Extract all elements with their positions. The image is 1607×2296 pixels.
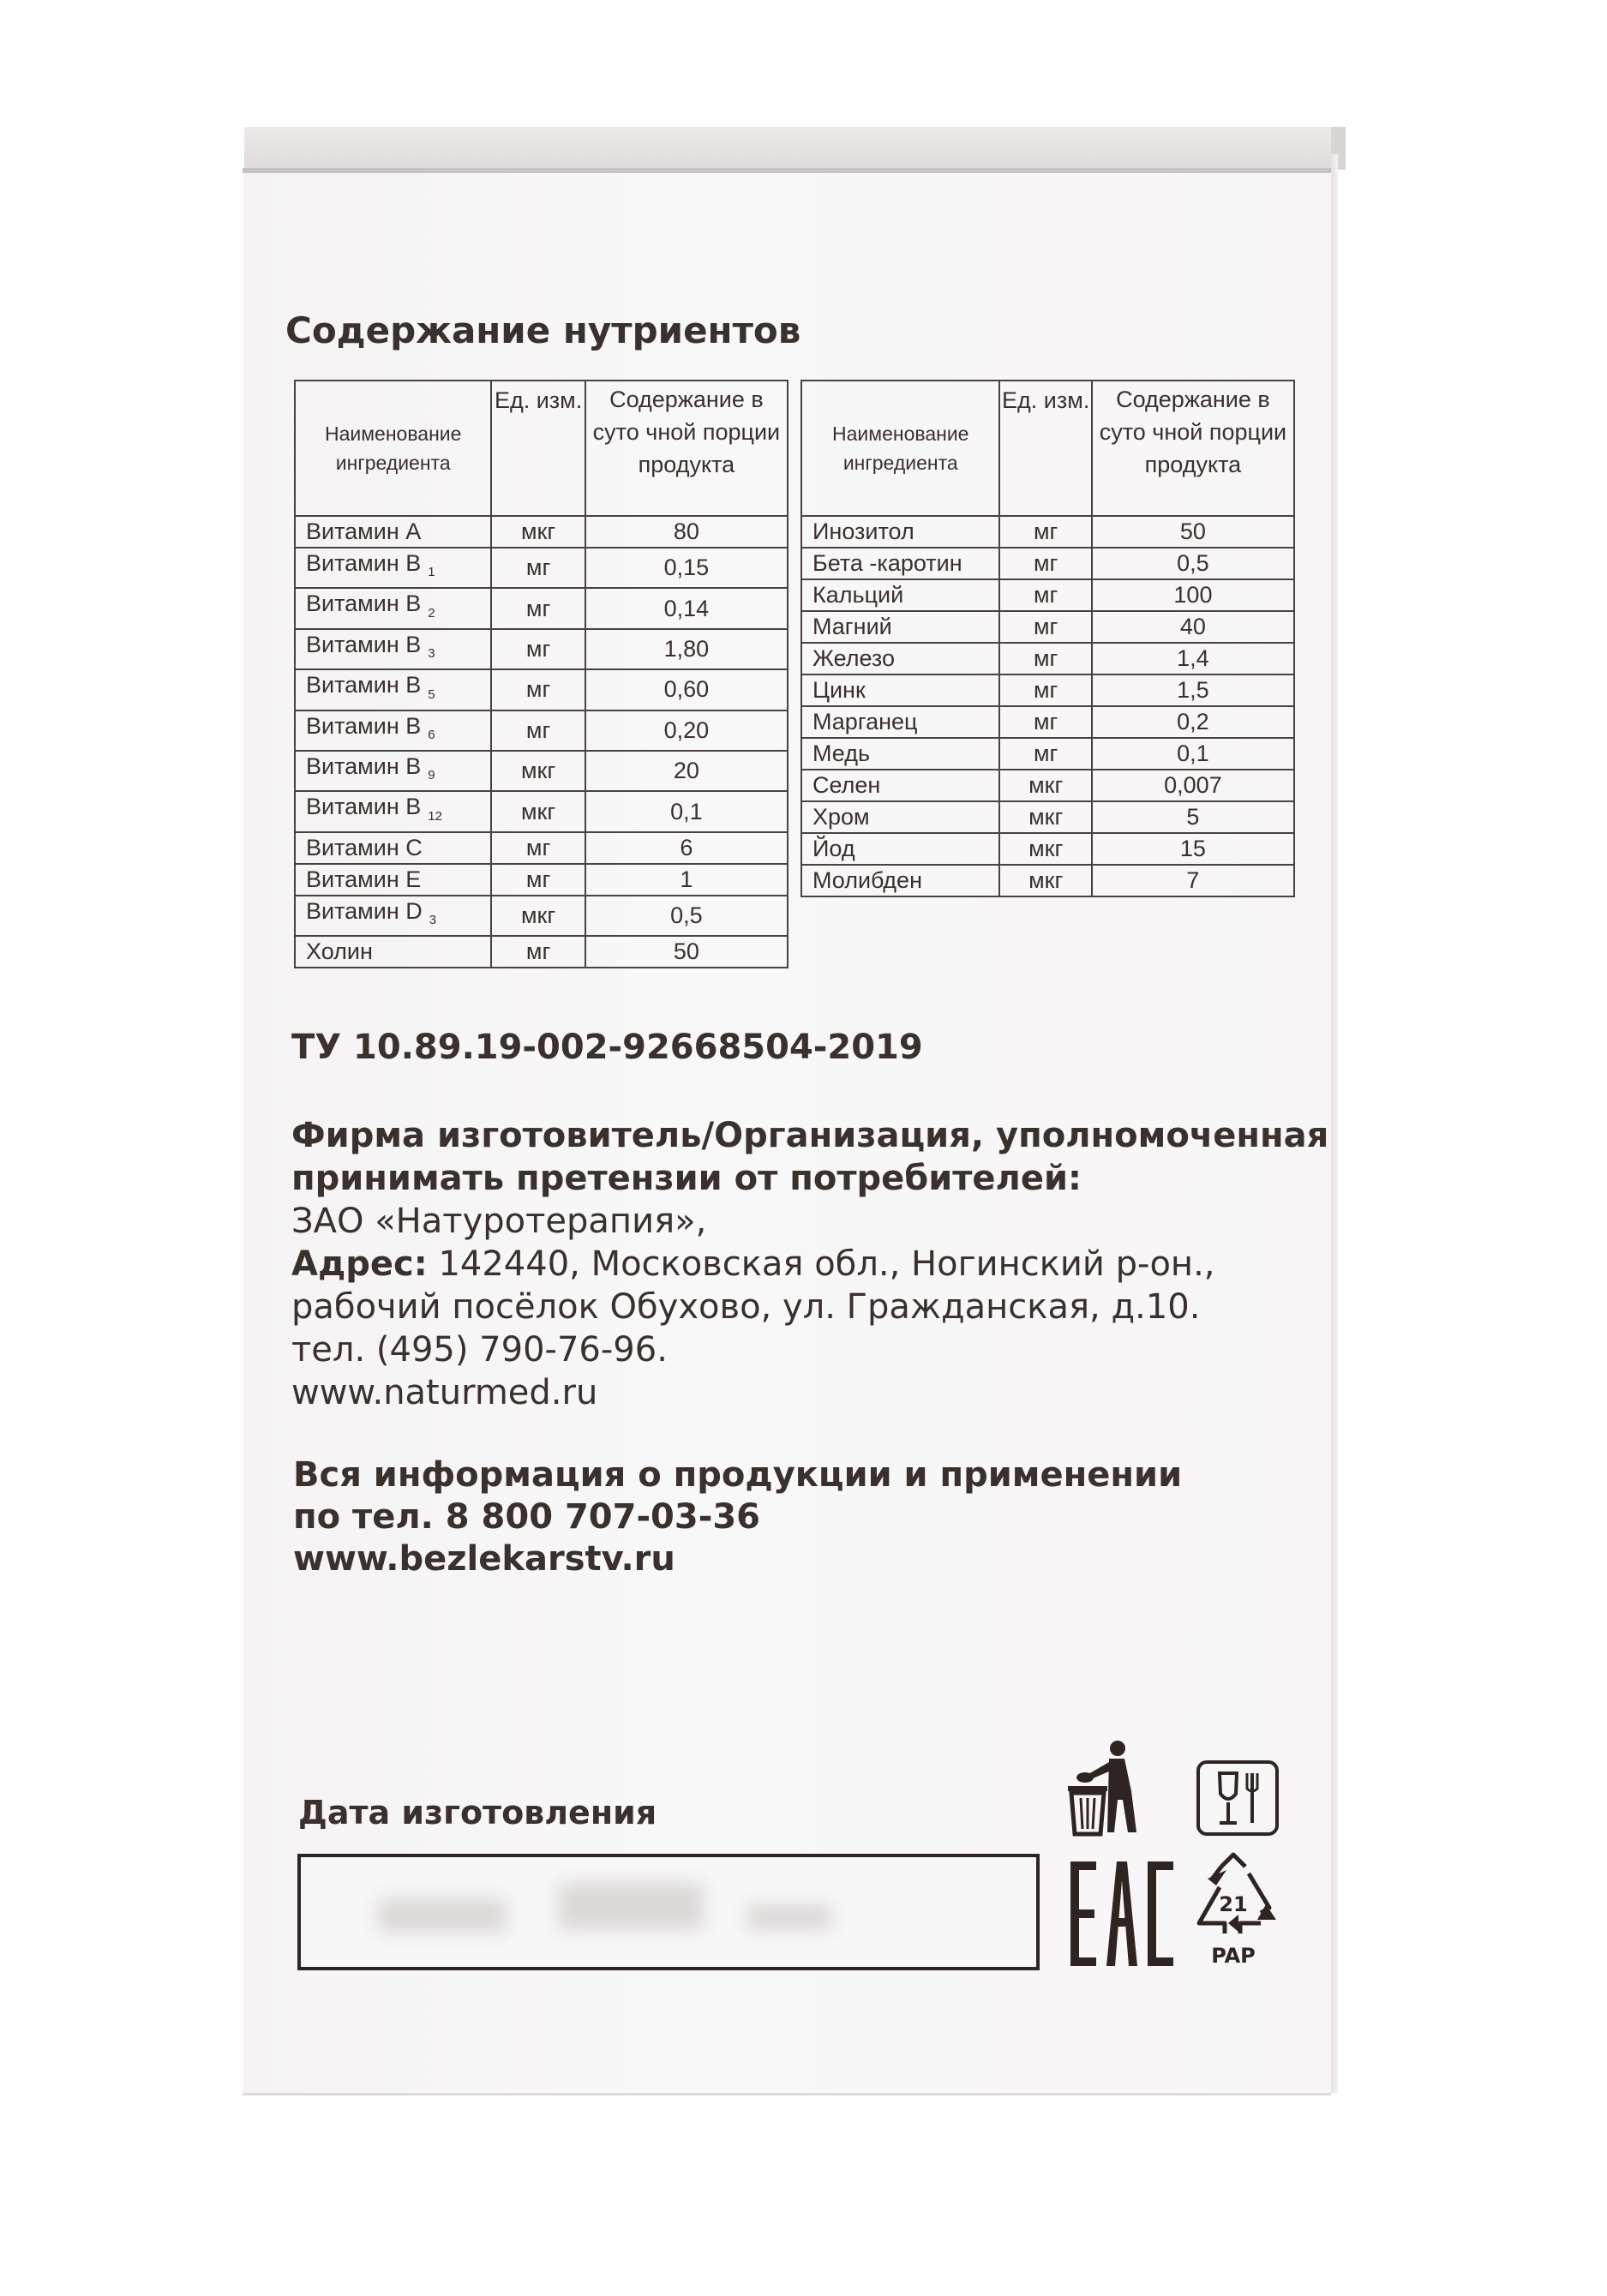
manufacturer-website: www.naturmed.ru [291, 1373, 598, 1412]
ingredient-name [801, 833, 999, 865]
ingredient-name [801, 801, 999, 833]
ingredient-subscript: 3 [428, 646, 435, 662]
ingredient-unit: мкг [999, 770, 1091, 801]
ingredient-name [801, 674, 999, 706]
ingredient-unit: мг [491, 864, 585, 896]
ingredient-unit: мкг [491, 896, 585, 936]
ingredient-name-text: Магний [812, 614, 892, 639]
ingredient-unit: мг [999, 674, 1091, 706]
ingredient-unit: мг [999, 611, 1091, 643]
ingredient-unit: мкг [491, 791, 585, 831]
ingredient-amount: 0,5 [1092, 548, 1294, 579]
ingredient-amount: 0,14 [585, 588, 788, 628]
ingredient-name-text: Кальций [812, 582, 904, 608]
manufacturer-address-line1 [291, 1243, 1215, 1286]
ingredient-subscript: 12 [428, 808, 442, 824]
ingredient-name-text: Молибден [812, 867, 922, 893]
table-row [801, 865, 1294, 896]
recycling-icon [1187, 1851, 1280, 1971]
table-row [295, 516, 788, 548]
manufacturer-label-line1: Фирма изготовитель/Организация, уполномоченная [291, 1116, 1329, 1155]
table-row [801, 833, 1294, 865]
table-row [295, 791, 788, 831]
table-header-row [295, 381, 788, 516]
ingredient-name-text: Витамин В [306, 550, 422, 576]
ingredient-unit: мкг [999, 801, 1091, 833]
tu-code: ТУ 10.89.19-002-92668504-2019 [291, 1028, 923, 1067]
recycle-material: PAP [1211, 1944, 1256, 1968]
info-line1: Вся информация о продукции и применении [293, 1455, 1183, 1495]
ingredient-amount: 6 [585, 832, 788, 864]
production-date-label: Дата изготовления [298, 1794, 657, 1831]
ingredient-subscript: 5 [428, 686, 435, 702]
ingredient-name [801, 706, 999, 738]
ingredient-amount: 5 [1092, 801, 1294, 833]
ingredient-name [295, 669, 491, 710]
ingredient-name [295, 751, 491, 791]
ingredient-name-text: Цинк [812, 677, 866, 703]
ingredient-unit: мг [999, 643, 1091, 674]
ingredient-name-text: Витамин D [306, 897, 423, 924]
ingredient-unit: мг [491, 629, 585, 669]
ingredient-subscript: 9 [428, 768, 435, 783]
ingredient-unit: мг [491, 669, 585, 710]
ingredient-name-text: Селен [812, 772, 881, 798]
ingredient-unit: мг [999, 579, 1091, 611]
ingredient-subscript: 2 [428, 605, 435, 620]
ingredient-amount: 0,2 [1092, 706, 1294, 738]
ingredient-unit: мкг [999, 865, 1091, 896]
ingredient-unit: мг [491, 832, 585, 864]
ingredient-amount: 15 [1092, 833, 1294, 865]
ingredient-name [801, 611, 999, 643]
ingredient-unit: мг [999, 516, 1091, 548]
ingredient-amount: 1 [585, 864, 788, 896]
table-header-row [801, 381, 1294, 516]
ingredient-amount: 0,1 [1092, 738, 1294, 770]
table-row [801, 548, 1294, 579]
ingredient-name [295, 629, 491, 669]
ingredient-name-text: Витамин Е [306, 866, 422, 892]
ingredient-unit: мкг [491, 516, 585, 548]
nutrients-table-right [801, 380, 1295, 897]
ingredient-name-text: Витамин А [306, 519, 422, 544]
ingredient-name [801, 643, 999, 674]
ingredient-amount: 50 [1092, 516, 1294, 548]
manufacturer-company: ЗАО «Натуротерапия», [291, 1202, 707, 1241]
ingredient-name [295, 936, 491, 968]
ingredient-amount: 50 [585, 936, 788, 968]
nutrients-heading: Содержание нутриентов [285, 309, 801, 351]
box-side-edge [1331, 154, 1338, 2093]
ingredient-name-text: Витамин В [306, 672, 422, 698]
header-unit: Ед. изм. [999, 381, 1091, 516]
recycle-code: 21 [1219, 1892, 1248, 1916]
address-text: 142440, Московская обл., Ногинский р-он., [427, 1244, 1215, 1284]
info-line2: по тел. 8 800 707-03-36 [293, 1497, 760, 1537]
ingredient-name-text: Витамин В [306, 794, 422, 820]
header-unit: Ед. изм. [491, 381, 585, 516]
table-row [801, 579, 1294, 611]
ingredient-amount: 100 [1092, 579, 1294, 611]
header-amount: Содержание в суто чной порции продукта [1092, 381, 1294, 516]
ingredient-unit: мг [999, 706, 1091, 738]
ingredient-unit: мкг [491, 751, 585, 791]
ingredient-unit: мг [491, 548, 585, 588]
blurred-date-part [747, 1904, 832, 1930]
ingredient-name-text: Хром [812, 804, 870, 830]
ingredient-name-text: Бета -каротин [812, 550, 962, 576]
header-ingredient: Наименование ингредиента [295, 381, 491, 516]
ingredient-name [295, 832, 491, 864]
table-row [295, 936, 788, 968]
ingredient-subscript: 1 [428, 565, 435, 580]
ingredient-unit: мг [491, 936, 585, 968]
ingredient-name-text: Витамин В [306, 590, 422, 617]
ingredient-name-text: Марганец [812, 709, 918, 734]
ingredient-name-text: Йод [812, 836, 855, 861]
ingredient-name [295, 710, 491, 751]
ingredient-name [801, 865, 999, 896]
header-amount: Содержание в суто чной порции продукта [585, 381, 788, 516]
header-ingredient: Наименование ингредиента [801, 381, 999, 516]
table-row [295, 864, 788, 896]
ingredient-name [295, 791, 491, 831]
table-row [801, 643, 1294, 674]
ingredient-name [295, 516, 491, 548]
ingredient-name-text: Витамин В [306, 712, 422, 739]
ingredient-amount: 0,15 [585, 548, 788, 588]
ingredient-amount: 1,80 [585, 629, 788, 669]
info-website: www.bezlekarstv.ru [293, 1539, 675, 1579]
nutrients-table-left [294, 380, 789, 968]
ingredient-name-text: Витамин В [306, 752, 422, 779]
tidyman-icon [1064, 1740, 1155, 1839]
ingredient-name [801, 579, 999, 611]
table-row [295, 896, 788, 936]
table-row [801, 706, 1294, 738]
ingredient-subscript: 3 [429, 913, 437, 928]
ingredient-name-text: Инозитол [812, 519, 914, 544]
box-top-edge [244, 127, 1331, 168]
blurred-date-part [558, 1883, 704, 1930]
ingredient-unit: мг [491, 588, 585, 628]
ingredient-amount: 0,007 [1092, 770, 1294, 801]
manufacturer-phone: тел. (495) 790-76-96. [291, 1330, 668, 1370]
ingredient-name [295, 588, 491, 628]
ingredient-amount: 40 [1092, 611, 1294, 643]
blurred-date-part [378, 1898, 507, 1933]
ingredient-name [801, 516, 999, 548]
ingredient-name [801, 770, 999, 801]
ingredient-unit: мг [999, 548, 1091, 579]
manufacturer-label-line2: принимать претензии от потребителей: [291, 1159, 1082, 1198]
ingredient-amount: 1,4 [1092, 643, 1294, 674]
table-row [295, 548, 788, 588]
ingredient-unit: мкг [999, 833, 1091, 865]
table-row [801, 516, 1294, 548]
ingredient-subscript: 6 [428, 727, 435, 742]
food-safe-icon [1196, 1759, 1280, 1837]
table-row [801, 674, 1294, 706]
address-label: Адрес: [291, 1244, 428, 1284]
table-row [801, 770, 1294, 801]
ingredient-name-text: Витамин В [306, 631, 422, 657]
ingredient-name-text: Медь [812, 740, 871, 766]
table-row [295, 832, 788, 864]
ingredient-amount: 7 [1092, 865, 1294, 896]
ingredient-name [801, 548, 999, 579]
table-row [295, 629, 788, 669]
eac-mark-icon [1069, 1860, 1175, 1968]
ingredient-name [295, 864, 491, 896]
ingredient-amount: 0,20 [585, 710, 788, 751]
ingredient-amount: 0,60 [585, 669, 788, 710]
table-row [295, 669, 788, 710]
ingredient-name [295, 896, 491, 936]
table-row [801, 611, 1294, 643]
ingredient-unit: мг [999, 738, 1091, 770]
ingredient-amount: 20 [585, 751, 788, 791]
production-date-box [297, 1854, 1040, 1970]
ingredient-name-text: Железо [812, 645, 895, 671]
ingredient-unit: мг [491, 710, 585, 751]
ingredient-name [295, 548, 491, 588]
manufacturer-address-line2: рабочий посёлок Обухово, ул. Гражданская, д.10. [291, 1287, 1201, 1327]
ingredient-amount: 1,5 [1092, 674, 1294, 706]
ingredient-name [801, 738, 999, 770]
table-row [801, 801, 1294, 833]
ingredient-amount: 0,1 [585, 791, 788, 831]
table-row [295, 751, 788, 791]
ingredient-amount: 0,5 [585, 896, 788, 936]
ingredient-amount: 80 [585, 516, 788, 548]
table-row [801, 738, 1294, 770]
ingredient-name-text: Витамин С [306, 834, 423, 860]
ingredient-name-text: Холин [306, 938, 373, 965]
table-row [295, 588, 788, 628]
table-row [295, 710, 788, 751]
